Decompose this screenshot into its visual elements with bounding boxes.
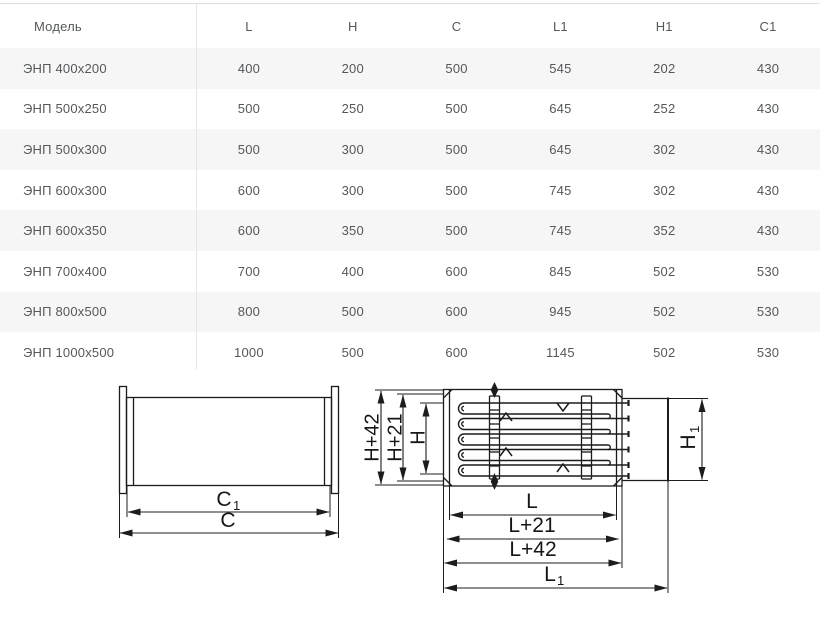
model-cell: ЭНП 500x300 [23,141,107,157]
model-cell: ЭНП 1000x500 [23,344,115,360]
header-c: C [451,18,462,34]
dim-label-l1: L [544,563,556,586]
dim-label-h1-sub: 1 [687,425,702,433]
model-cell: ЭНП 600x350 [23,223,107,239]
dim-label-h: H [407,430,430,445]
value-cell: 500 [341,344,364,360]
value-cell: 945 [549,304,572,320]
value-cell: 500 [445,60,468,76]
value-cell: 530 [756,344,780,360]
value-cell: 300 [341,141,364,157]
value-cell: 302 [653,141,676,157]
table-row [0,48,820,89]
value-cell: 430 [756,101,780,117]
value-cell: 500 [237,101,261,117]
value-cell: 500 [445,141,468,157]
table-row [0,129,820,170]
dimension-h [408,403,444,474]
value-cell: 1000 [234,344,264,360]
table-header-row [0,4,820,48]
value-cell: 430 [756,182,780,198]
value-cell: 250 [341,101,364,117]
value-cell: 845 [549,263,572,279]
dim-label-c: C [220,509,236,532]
value-cell: 502 [653,344,676,360]
value-cell: 352 [653,223,676,239]
header-l1: L1 [552,18,568,34]
technical-drawings [0,370,820,627]
dim-label-c1-sub: 1 [233,498,241,513]
value-cell: 530 [756,304,780,320]
value-cell: 745 [549,223,572,239]
value-cell: 600 [445,263,468,279]
flange-left [120,387,127,494]
drawings-svg [0,370,820,622]
header-c1: C1 [759,18,777,34]
value-cell: 530 [756,263,780,279]
dim-label-h42: H+42 [361,413,384,462]
value-cell: 502 [653,263,676,279]
model-cell: ЭНП 500x250 [23,101,107,117]
value-cell: 600 [237,223,261,239]
dim-label-c1: C [216,488,232,511]
support-bracket-right [582,396,592,479]
table-row [0,292,820,333]
value-cell: 350 [341,223,364,239]
header-model: Модель [34,18,82,34]
value-cell: 500 [445,182,468,198]
dim-label-h1: H [677,434,700,450]
dim-label-l42: L+42 [509,538,557,561]
support-bracket-left [490,382,500,490]
dim-label-l1-sub: 1 [557,573,565,588]
value-cell: 302 [653,182,676,198]
value-cell: 502 [653,304,676,320]
value-cell: 252 [653,101,676,117]
value-cell: 600 [445,304,468,320]
value-cell: 400 [237,60,261,76]
duct-body [127,398,332,486]
value-cell: 202 [653,60,676,76]
value-cell: 800 [237,304,261,320]
dim-label-h21: H+21 [384,413,407,462]
dimension-h1 [668,399,708,481]
model-cell: ЭНП 600x300 [23,182,107,198]
value-cell: 645 [549,141,572,157]
value-cell: 430 [756,60,780,76]
duct-connection [622,398,668,482]
dim-label-l: L [526,490,538,513]
value-cell: 500 [445,223,468,239]
header-l: L [245,18,253,34]
heater-casing [444,390,623,487]
header-h1: H1 [655,18,673,34]
value-cell: 200 [341,60,364,76]
value-cell: 430 [756,223,780,239]
model-cell: ЭНП 700x400 [23,263,107,279]
value-cell: 645 [549,101,572,117]
table-row [0,89,820,130]
model-cell: ЭНП 800x500 [23,304,107,320]
table-row [0,332,820,373]
dimensions-table [0,3,820,373]
header-h: H [347,18,358,34]
table-row [0,251,820,292]
table-row [0,170,820,211]
value-cell: 600 [237,182,261,198]
value-cell: 500 [445,101,468,117]
value-cell: 500 [341,304,364,320]
value-cell: 500 [237,141,261,157]
heating-coil [459,400,629,479]
value-cell: 300 [341,182,364,198]
table-column-divider [196,4,197,370]
value-cell: 545 [549,60,572,76]
heater-dimension-drawing [362,382,709,593]
value-cell: 430 [756,141,780,157]
flange-right [332,387,339,494]
value-cell: 700 [237,263,261,279]
dim-label-l21: L+21 [508,514,556,537]
value-cell: 1145 [546,344,575,360]
table-row [0,210,820,251]
value-cell: 600 [445,344,468,360]
duct-side-view [120,387,339,539]
value-cell: 400 [341,263,364,279]
model-cell: ЭНП 400x200 [23,60,107,76]
value-cell: 745 [549,182,572,198]
dimension-l21 [447,514,619,539]
